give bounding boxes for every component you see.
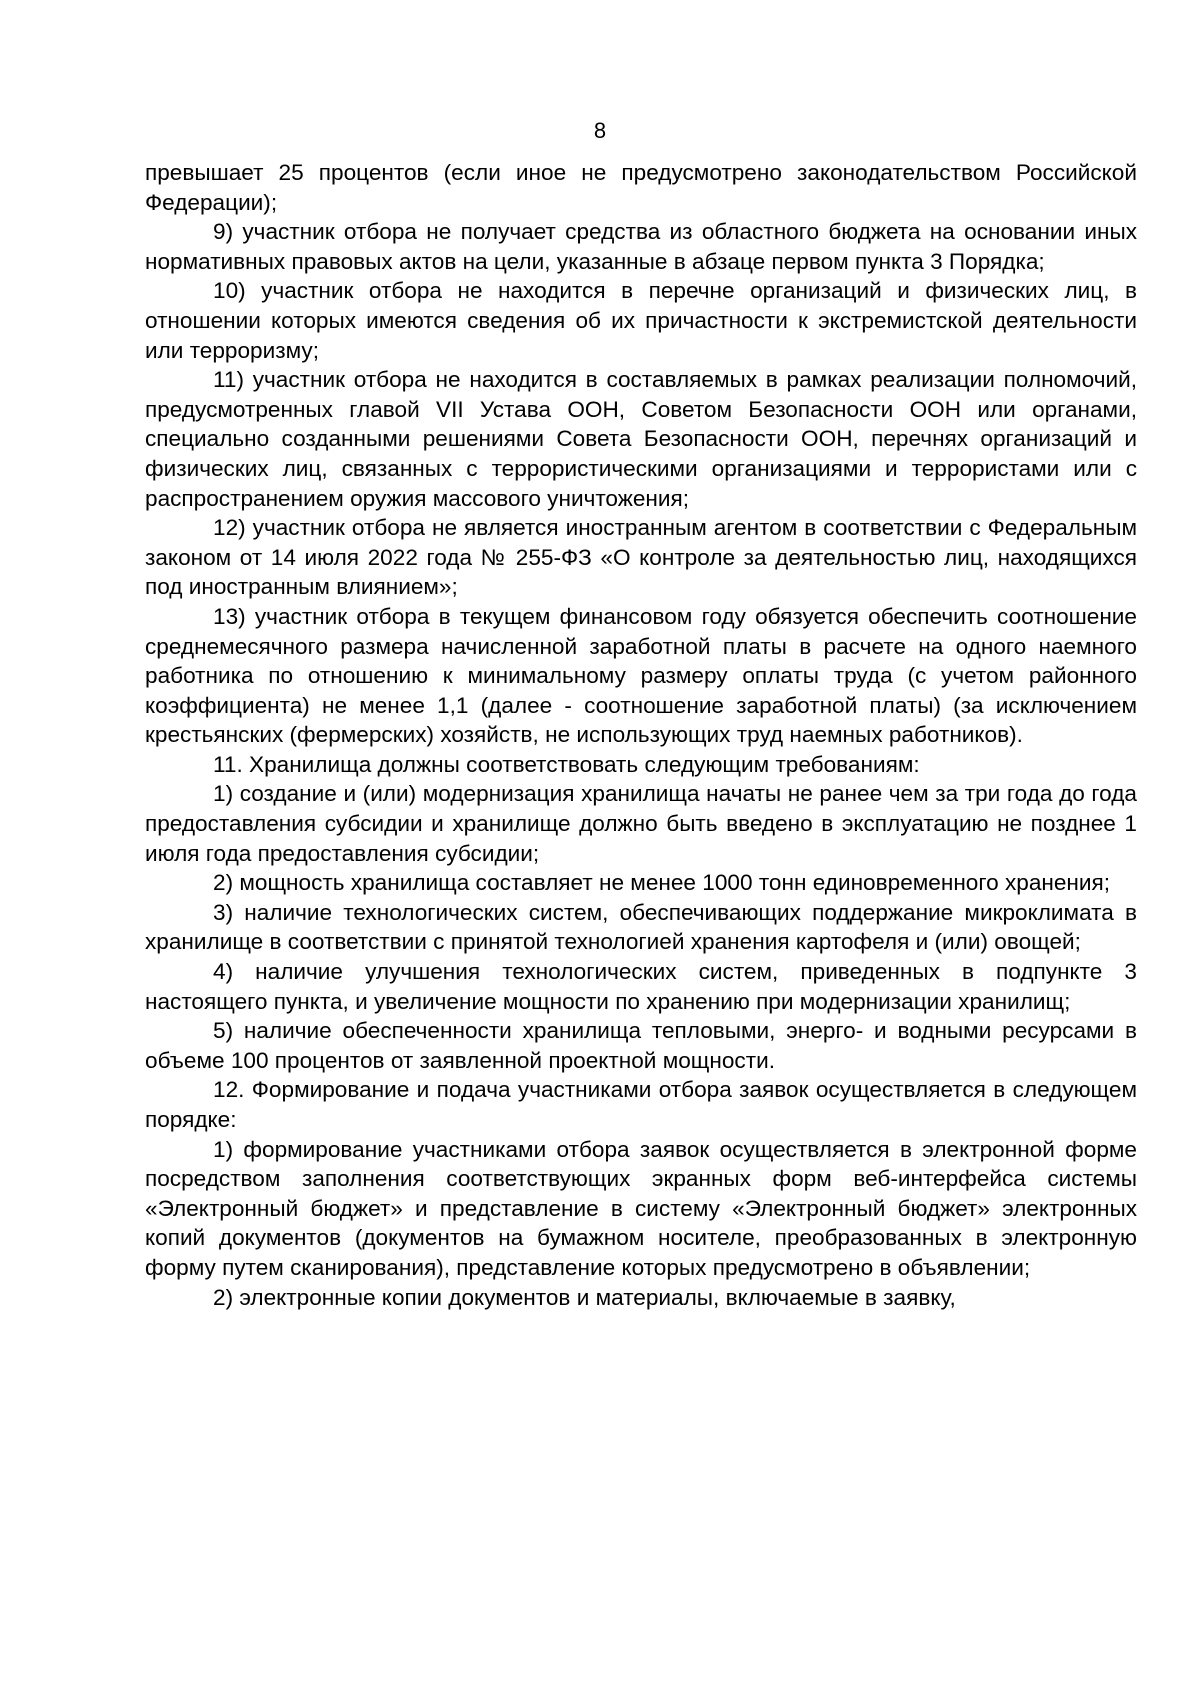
paragraph-section-11-item-3: 3) наличие технологических систем, обеспечивающих поддержание микроклимата в хранилище в соответствии с принятой технологией хранения картофеля и (или) овощей; — [145, 899, 1137, 955]
page-number: 8 — [593, 118, 607, 143]
paragraph-section-11-item-2: 2) мощность хранилища составляет не менее 1000 тонн единовременного хранения; — [213, 870, 1111, 896]
paragraph-section-11-item-1: 1) создание и (или) модернизация хранилища начаты не ранее чем за три года до года предоставления субсидии и хранилище должно быть введено в эксплуатацию не позднее 1 июля года предоставления субсидии; — [145, 781, 1137, 866]
paragraph-section-12-item-1: 1) формирование участниками отбора заявок осуществляется в электронной форме посредством заполнения соответствующих экранных форм веб-интерфейса системы «Электронный бюджет» и представление в систему «Электронный бюджет» электронных копий документов (документов на бумажном носителе, преобразованных в электронную форму путем сканирования), представление которых предусмотрено в объявлении; — [145, 1136, 1137, 1280]
document-body — [145, 158, 1137, 1312]
paragraph-item-12: 12) участник отбора не является иностранным агентом в соответствии с Федеральным законом от 14 июля 2022 года № 255-ФЗ «О контроле за деятельностью лиц, находящихся под иностранным влиянием»; — [145, 515, 1137, 600]
paragraph-section-11-item-5: 5) наличие обеспеченности хранилища тепловыми, энерго- и водными ресурсами в объеме 100 процентов от заявленной проектной мощности. — [145, 1018, 1137, 1073]
paragraph-section-11-item-4: 4) наличие улучшения технологических систем, приведенных в подпункте 3 настоящего пункта, и увеличение мощности по хранению при модернизации хранилищ; — [145, 959, 1137, 1014]
paragraph-item-9: 9) участник отбора не получает средства из областного бюджета на основании иных нормативных правовых актов на цели, указанные в абзаце первом пункта 3 Порядка; — [145, 219, 1137, 274]
paragraph-section-12: 12. Формирование и подача участниками отбора заявок осуществляется в следующем порядке: — [145, 1077, 1137, 1132]
paragraph-item-13: 13) участник отбора в текущем финансовом году обязуется обеспечить соотношение среднемесячного размера начисленной заработной платы в расчете на одного наемного работника по отношению к минимальному размеру оплаты труда (с учетом районного коэффициента) не менее 1,1 (далее - соотношение заработной платы) (за исключением крестьянских (фермерских) хозяйств, не использующих труд наемных работников). — [145, 603, 1137, 748]
paragraph-section-12-item-2: 2) электронные копии документов и материалы, включаемые в заявку, — [213, 1284, 956, 1310]
paragraph-continuation: превышает 25 процентов (если иное не предусмотрено законодательством Российской Федерации); — [145, 160, 1137, 215]
paragraph-item-10: 10) участник отбора не находится в перечне организаций и физических лиц, в отношении которых имеются сведения об их причастности к экстремистской деятельности или терроризму; — [145, 278, 1137, 363]
paragraph-item-11: 11) участник отбора не находится в составляемых в рамках реализации полномочий, предусмотренных главой VII Устава ООН, Советом Безопасности ООН или органами, специально созданными решениями Совета Безопасности ООН, перечнях организаций и физических лиц, связанных с террористическими организациями и террористами или с распространением оружия массового уничтожения; — [145, 367, 1137, 511]
paragraph-section-11: 11. Хранилища должны соответствовать следующим требованиям: — [213, 751, 920, 777]
